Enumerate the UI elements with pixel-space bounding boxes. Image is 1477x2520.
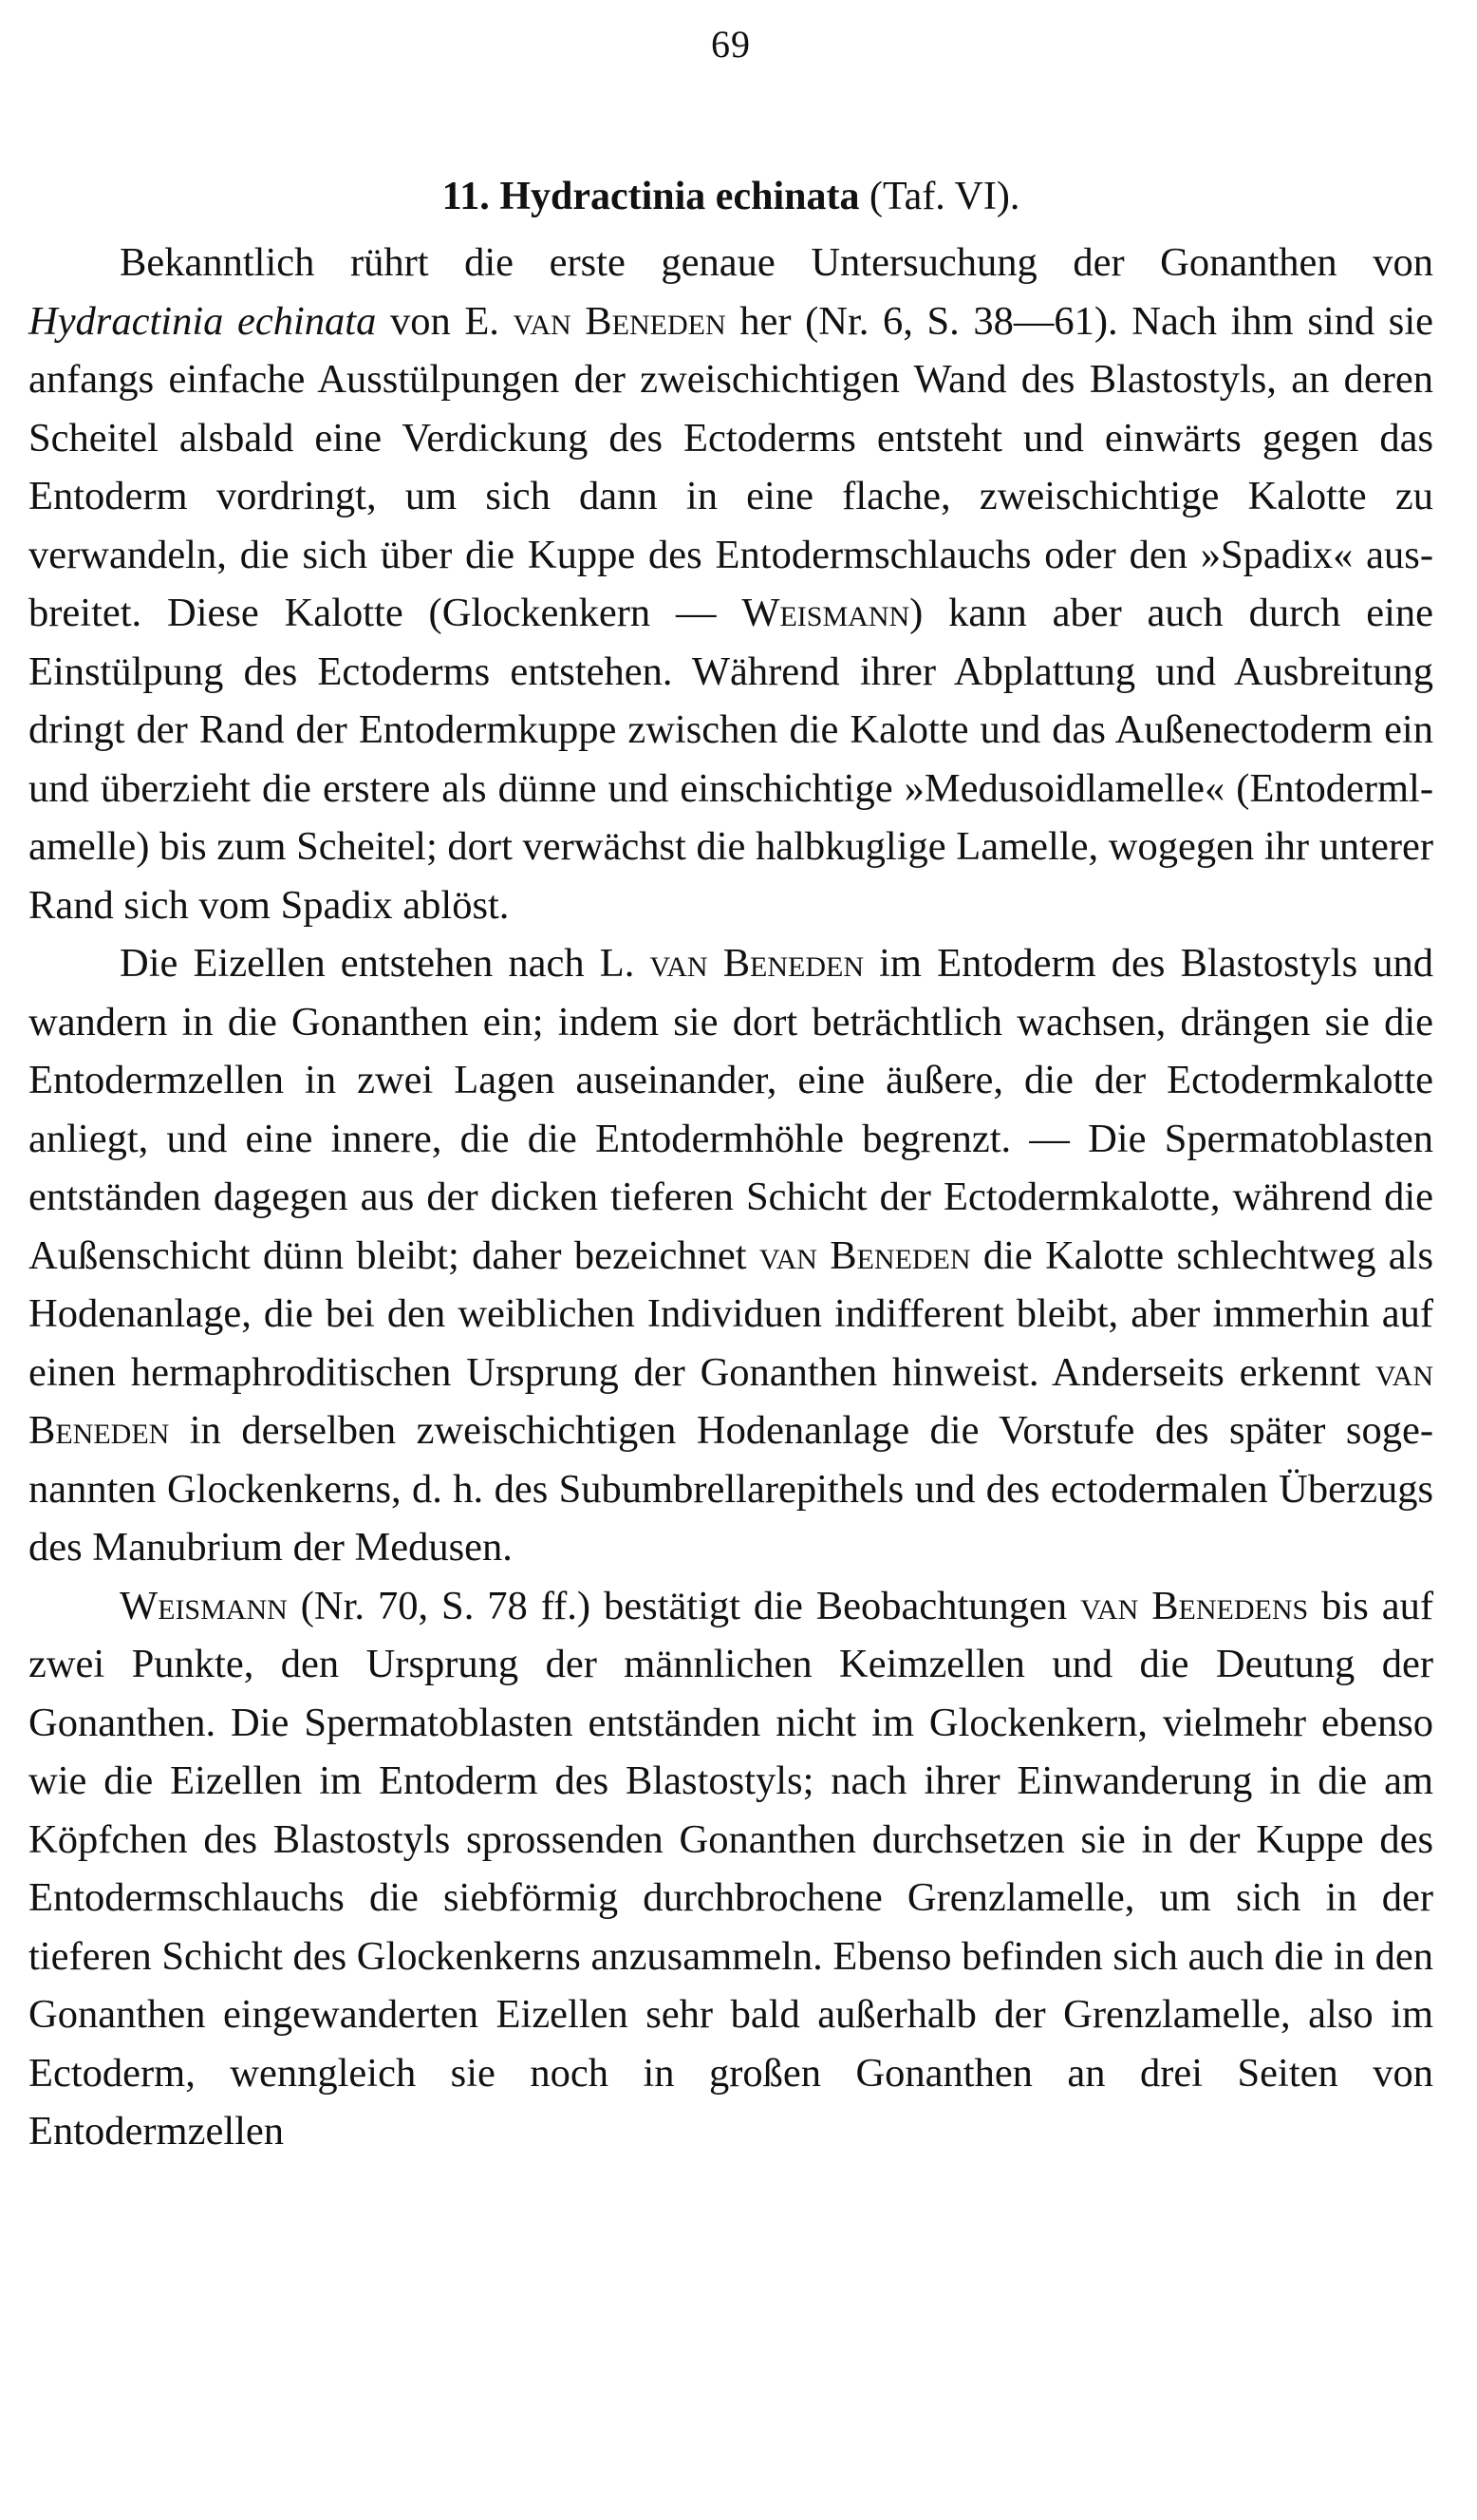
author-name: van Beneden [649,941,865,986]
text-run: von E. [376,298,514,344]
page-number: 69 [711,23,751,66]
paragraph [28,234,1433,934]
text-run: im Entoderm des Blastostyls und wandern in die Gonanthen ein; indem sie dort beträchtlich wachsen, drängen sie die Entodermzellen in zwei Lagen auseinander, eine äußere, die der Ectodermkalotte anliegt, und eine innere, die die Entodermhöhle begrenzt. — Die Spermatoblasten entständen dagegen aus der dicken tieferen Schicht der Ectodermkalotte, während die Außenschicht dünn bleibt; daher bezeichnet [28,941,1433,1278]
author-name: van Beneden [28,1349,1433,1453]
text-run: die Kalotte schlechtweg als Hodenanlage, die bei den weiblichen Individuen indifferent bleibt, aber immerhin auf einen hermaphroditischen Ursprung der Gonanthen hinweist. Anderseits erkennt [28,1232,1434,1395]
section-title: Hydractinia echinata [499,175,860,218]
text-run: bis auf zwei Punkte, den Ursprung der männlichen Keimzellen und die Deutung der Gonanthen. Die Spermatoblasten entständen nicht im Glockenkern, vielmehr ebenso wie die Eizellen im Entoderm des Blastostyls; nach ihrer Einwanderung in die am Köpfchen des Blastostyls sprossenden Gonanthen durchsetzen sie in der Kuppe des Entodermschlauchs die siebförmig durchbrochene Grenzlamelle, um sich in der tieferen Schicht des Glockenkerns anzusammeln. Ebenso befinden sich auch die in den Gonanthen eingewanderten Eizellen sehr bald außerhalb der Grenzlamelle, also im Ectoderm, wenngleich sie noch in großen Gonanthen an drei Seiten von Entodermzellen [28,1583,1433,2153]
plate-reference: (Taf. VI). [869,175,1020,218]
species-name: Hydractinia echinata [28,298,377,344]
paragraph [28,1577,1433,2161]
text-run: ) kann aber auch durch eine Einstülpung des Ectoderms entstehen. Während ihrer Abplattung und Ausbreitung dringt der Rand der Entodermkuppe zwischen die Kalotte und das Außenectoderm ein und überzieht die erstere als dünne und einschichtige »Medusoidlamelle« (Entodermlamelle) bis zum Scheitel; dort verwächst die halbkuglige Lamelle, wogegen ihr unterer Rand sich vom Spadix ablöst. [28,591,1433,928]
section-number: 11. [441,175,490,218]
author-name: van Beneden [513,298,726,344]
author-name: van Beneden [758,1232,971,1278]
author-name: Weismann [120,1583,288,1628]
paragraph [28,934,1433,1577]
text-run: in derselben zweischichtigen Hodenanlage die Vorstufe des später sogenannten Glockenkerns, d. h. des Subumbrellarepithels und des ectodermalen Überzugs des Manubrium der Medusen. [28,1408,1433,1570]
text-run: Die Eizellen entstehen nach L. [120,941,650,986]
author-name: van Benedens [1080,1583,1309,1628]
section-heading [28,171,1433,222]
text-run: Bekanntlich rührt die erste genaue Untersuchung der Gonanthen von [120,240,1433,285]
text-run: her (Nr. 6, S. 38—61). Nach ihm sind sie anfangs einfache Ausstülpungen der zweischichtigen Wand des Blastostyls, an deren Scheitel alsbald eine Verdickung des Ectoderms entsteht und einwärts gegen das Entoderm vordringt, um sich dann in eine flache, zweischichtige Kalotte zu verwandeln, die sich über die Kuppe des Entodermschlauchs oder den »Spadix« ausbreitet. Diese Kalotte (Glockenkern — [28,298,1433,635]
body-text [28,234,1433,2161]
author-name: Weismann [741,591,910,635]
text-run: (Nr. 70, S. 78 ff.) bestätigt die Beobachtungen [287,1583,1081,1628]
